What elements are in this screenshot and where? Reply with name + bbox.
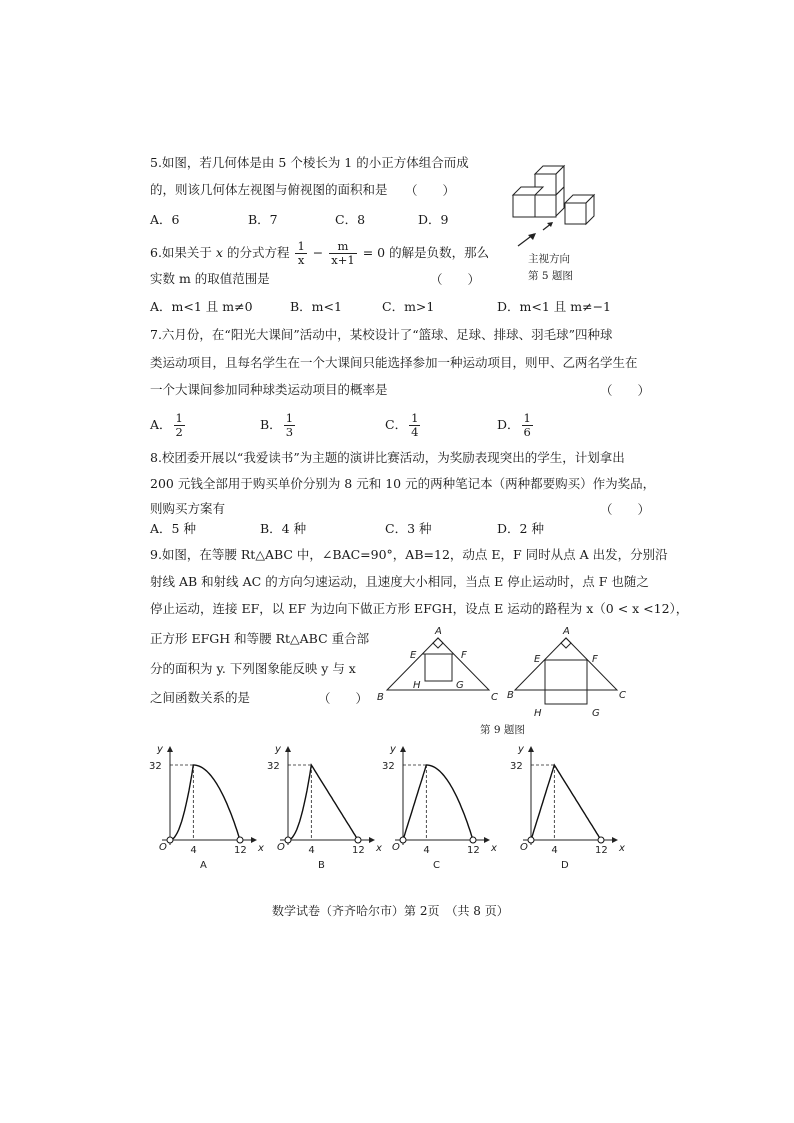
q9-line4: 正方形 EFGH 和等腰 Rt△ABC 重合部 xyxy=(150,631,370,646)
function-curve xyxy=(288,765,358,840)
q7-a-num: 1 xyxy=(175,411,183,425)
tri1-label-c: C xyxy=(491,692,498,703)
tri2-label-f: F xyxy=(592,654,598,665)
q8-line2: 200 元钱全部用于购买单价分别为 8 元和 10 元的两种笔记本（两种都要购买）作为奖品， xyxy=(150,476,656,491)
tri1-label-b: B xyxy=(377,692,384,703)
q9-paren: （ ） xyxy=(318,691,369,706)
q6-fraction-1 xyxy=(295,240,306,267)
q8-line1: 8.校团委开展以“我爱读书”为主题的演讲比赛活动，为奖励表现突出的学生，计划拿出 xyxy=(150,450,625,465)
q7-option-d-label: D． xyxy=(497,417,520,432)
q7-line1: 7.六月份，在“阳光大课间”活动中，某校设计了“篮球、足球、排球、羽毛球”四种球 xyxy=(150,327,613,342)
q7-option-c xyxy=(385,412,422,439)
y-tick-32: 32 xyxy=(382,761,395,772)
q9-line5: 分的面积为 y. 下列图象能反映 y 与 x xyxy=(150,661,356,676)
tri2-label-e: E xyxy=(534,654,541,665)
tri2-label-a: A xyxy=(563,626,570,637)
q6-fraction-2 xyxy=(329,240,356,267)
q7-option-b xyxy=(260,412,297,439)
q5-option-c: C．8 xyxy=(335,212,366,227)
x-tick-4: 4 xyxy=(423,845,430,856)
q7-option-d xyxy=(497,412,535,439)
y-axis-arrow-icon xyxy=(400,746,406,752)
q7-option-a xyxy=(150,412,187,439)
x-axis-label: x xyxy=(491,843,497,854)
open-point-origin xyxy=(167,837,173,843)
open-point-end xyxy=(470,837,476,843)
function-curve xyxy=(170,765,240,840)
y-axis-label: y xyxy=(518,744,524,755)
x-tick-12: 12 xyxy=(467,845,480,856)
q5-line2: 的，则该几何体左视图与俯视图的面积和是 xyxy=(150,182,388,197)
q8-paren: （ ） xyxy=(600,502,651,517)
open-point-end xyxy=(598,837,604,843)
graph-c xyxy=(378,740,503,870)
x-tick-4: 4 xyxy=(308,845,315,856)
q6-var-x: x xyxy=(215,245,223,260)
q7-option-d-frac xyxy=(522,412,533,439)
open-point-end xyxy=(237,837,243,843)
x-tick-4: 4 xyxy=(551,845,558,856)
y-axis-arrow-icon xyxy=(167,746,173,752)
q9-line1: 9.如图，在等腰 Rt△ABC 中，∠BAC=90°，AB=12，动点 E，F 同时从点 A 出发，分别沿 xyxy=(150,547,668,562)
q7-line2: 类运动项目，且每名学生在一个大课间只能选择参加一种运动项目，则甲、乙两名学生在 xyxy=(150,355,638,370)
x-axis-label: x xyxy=(258,843,264,854)
q5-cube-figure xyxy=(505,160,620,240)
q9-line3: 停止运动，连接 EF，以 EF 为边向下做正方形 EFGH，设点 E 运动的路程为 x（0 < x <12）， xyxy=(150,601,689,616)
x-axis-arrow-icon xyxy=(484,837,490,843)
q7-option-b-frac xyxy=(284,412,295,439)
graph-option-letter: A xyxy=(200,860,207,870)
tri1-label-h: H xyxy=(413,680,421,691)
q6-eq: = 0 xyxy=(362,245,386,260)
origin-label: O xyxy=(277,842,285,853)
q5-option-a: A．6 xyxy=(150,212,180,227)
q5-line1: 5.如图，若几何体是由 5 个棱长为 1 的小正方体组合而成 xyxy=(150,155,469,170)
q9-triangle-figure xyxy=(375,622,640,722)
q8-option-b: B．4 种 xyxy=(260,521,307,536)
tri2-label-c: C xyxy=(619,690,626,701)
q6-paren: （ ） xyxy=(430,272,481,287)
x-axis-label: x xyxy=(376,843,382,854)
q7-d-den: 6 xyxy=(523,425,531,439)
tri2-label-h: H xyxy=(534,708,542,719)
open-point-origin xyxy=(285,837,291,843)
x-tick-4: 4 xyxy=(190,845,197,856)
q8-option-c: C．3 种 xyxy=(385,521,432,536)
q6-option-d: D．m<1 且 m≠−1 xyxy=(497,299,612,314)
graph-option-letter: C xyxy=(433,860,440,870)
origin-label: O xyxy=(392,842,400,853)
y-axis-arrow-icon xyxy=(528,746,534,752)
tri2-label-b: B xyxy=(507,690,514,701)
x-axis-arrow-icon xyxy=(369,837,375,843)
open-point-end xyxy=(355,837,361,843)
q7-option-b-label: B． xyxy=(260,417,282,432)
graph-b xyxy=(263,740,388,870)
q7-d-num: 1 xyxy=(523,411,531,425)
q7-c-den: 4 xyxy=(411,425,419,439)
q6-f1-den: x xyxy=(297,253,305,267)
x-tick-12: 12 xyxy=(234,845,247,856)
tri1-label-g: G xyxy=(456,680,464,691)
q7-a-den: 2 xyxy=(175,425,183,439)
y-axis-label: y xyxy=(275,744,281,755)
q7-line3: 一个大课间参加同种球类运动项目的概率是 xyxy=(150,382,388,397)
q5-paren: （ ） xyxy=(405,183,456,198)
page-footer: 数学试卷（齐齐哈尔市）第 2页 （共 8 页） xyxy=(272,904,509,918)
tri2-label-g: G xyxy=(592,708,600,719)
q8-line3: 则购买方案有 xyxy=(150,501,226,516)
open-point-origin xyxy=(528,837,534,843)
q6-line1 xyxy=(150,240,489,267)
q6-f2-den: x+1 xyxy=(331,253,355,267)
q6-f2-num: m xyxy=(329,240,356,254)
x-axis-arrow-icon xyxy=(612,837,618,843)
q5-caption: 第 5 题图 xyxy=(528,270,573,282)
y-axis-label: y xyxy=(390,744,396,755)
q5-option-d: D．9 xyxy=(418,212,449,227)
q6-mid: 的分式方程 xyxy=(226,245,290,260)
q7-option-c-frac xyxy=(409,412,420,439)
graph-option-letter: D xyxy=(561,860,569,870)
q9-line6: 之间函数关系的是 xyxy=(150,690,251,705)
x-axis-label: x xyxy=(619,843,625,854)
q6-option-c: C．m>1 xyxy=(382,299,435,314)
q7-b-num: 1 xyxy=(285,411,294,425)
q7-option-a-frac xyxy=(174,412,185,439)
open-point-origin xyxy=(400,837,406,843)
origin-label: O xyxy=(520,842,528,853)
tri1-label-e: E xyxy=(410,650,417,661)
x-tick-12: 12 xyxy=(352,845,365,856)
q8-option-a: A．5 种 xyxy=(150,521,196,536)
graph-d xyxy=(506,740,631,870)
q7-c-num: 1 xyxy=(411,411,419,425)
q5-option-b: B．7 xyxy=(248,212,278,227)
q6-option-a: A．m<1 且 m≠0 xyxy=(150,299,253,314)
q7-b-den: 3 xyxy=(285,425,294,439)
y-tick-32: 32 xyxy=(149,761,162,772)
y-axis-label: y xyxy=(157,744,163,755)
tri1-label-f: F xyxy=(461,650,467,661)
q6-option-b: B．m<1 xyxy=(290,299,342,314)
tri1-label-a: A xyxy=(435,626,442,637)
origin-label: O xyxy=(159,842,167,853)
q6-f1-num: 1 xyxy=(297,239,305,253)
graph-option-letter: B xyxy=(318,860,325,870)
x-tick-12: 12 xyxy=(595,845,608,856)
q6-suffix: 的解是负数，那么 xyxy=(389,245,490,260)
q8-option-d: D．2 种 xyxy=(497,521,544,536)
q6-prefix: 6.如果关于 xyxy=(150,245,212,260)
graph-a xyxy=(145,740,270,870)
q5-arrow-label: 主视方向 xyxy=(528,253,570,265)
y-axis-arrow-icon xyxy=(285,746,291,752)
q6-minus: − xyxy=(312,245,324,260)
q7-option-a-label: A． xyxy=(150,417,172,432)
q7-option-c-label: C． xyxy=(385,417,408,432)
q6-line2: 实数 m 的取值范围是 xyxy=(150,271,270,286)
q7-paren: （ ） xyxy=(600,383,651,398)
function-curve xyxy=(531,765,601,840)
q9-line2: 射线 AB 和射线 AC 的方向匀速运动，且速度大小相同，当点 E 停止运动时，点 F 也随之 xyxy=(150,574,649,589)
arrow-icon xyxy=(512,230,542,250)
y-tick-32: 32 xyxy=(267,761,280,772)
x-axis-arrow-icon xyxy=(251,837,257,843)
q9-caption: 第 9 题图 xyxy=(480,724,525,736)
y-tick-32: 32 xyxy=(510,761,523,772)
function-curve xyxy=(403,765,473,840)
